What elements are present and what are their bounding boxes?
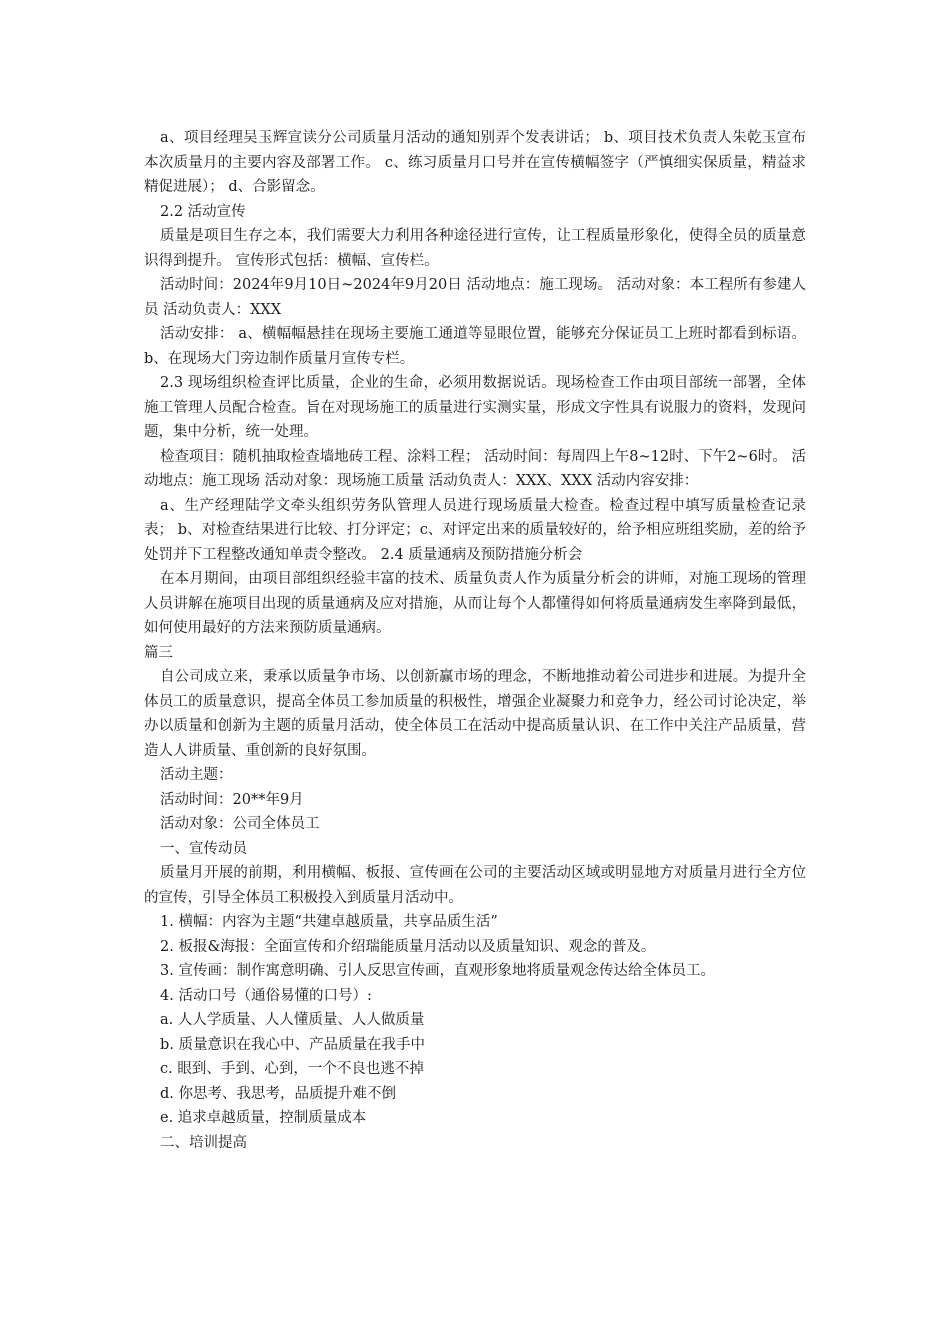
paragraph-publicity-time: 活动时间：2024年9月10日~2024年9月20日 活动地点：施工现场。 活动对象：本工程所有参建人员 活动负责人：XXX <box>144 277 806 318</box>
paragraph-activity-theme: 活动主题： <box>160 767 233 783</box>
slogan-item-c: c. 眼到、手到、心到，一个不良也逃不掉 <box>160 1061 424 1077</box>
paragraph-publicity-arrangement: 活动安排： a、横幅幅悬挂在现场主要施工通道等显眼位置，能够充分保证员工上班时都看到标语。b、在现场大门旁边制作质量月宣传专栏。 <box>144 326 806 367</box>
paragraph-company-intro: 自公司成立来，秉承以质量争市场、以创新赢市场的理念，不断地推动着公司进步和进展。为提升全体员工的质量意识，提高全体员工参加质量的积极性，增强企业凝聚力和竞争力，经公司讨论决定，举办以质量和创新为主题的质量月活动，使全体员工在活动中提高质量认识、在工作中关注产品质量，营造人人讲质量、重创新的良好氛围。 <box>144 669 806 759</box>
paragraph-promotion-intro: 质量月开展的前期，利用横幅、板报、宣传画在公司的主要活动区域或明显地方对质量月进行全方位的宣传，引导全体员工积极投入到质量月活动中。 <box>144 865 806 906</box>
list-item-banner: 1. 横幅：内容为主题“共建卓越质量，共享品质生活” <box>160 914 498 930</box>
section-heading-training: 二、培训提高 <box>160 1134 247 1151</box>
slogan-item-e: e. 追求卓越质量，控制质量成本 <box>160 1110 367 1126</box>
slogan-item-d: d. 你思考、我思考，品质提升难不倒 <box>160 1085 396 1102</box>
list-item-slogan-heading: 4. 活动口号（通俗易懂的口号）: <box>160 987 372 1004</box>
list-item-board-poster: 2. 板报&海报：全面宣传和介绍瑞能质量月活动以及质量知识、观念的普及。 <box>160 938 656 955</box>
chapter-heading-part-three: 篇三 <box>144 644 173 661</box>
paragraph-analysis-meeting: 在本月期间，由项目部组织经验丰富的技术、质量负责人作为质量分析会的讲师，对施工现场的管理人员讲解在施项目出现的质量通病及应对措施，从而让每个人都懂得如何将质量通病发生率降到最低，如何使用最好的方法来预防质量通病。 <box>144 571 806 636</box>
list-item-propaganda-painting: 3. 宣传画：制作寓意明确、引人反思宣传画，直观形象地将质量观念传达给全体员工。 <box>160 963 715 979</box>
section-heading-promotion: 一、宣传动员 <box>160 840 247 857</box>
paragraph-inspection-items: 检查项目：随机抽取检查墙地砖工程、涂料工程； 活动时间：每周四上午8~12时、下午2~6时。 活动地点：施工现场 活动对象：现场施工质量 活动负责人：XXX、XXX 活动内容安排： <box>144 448 806 489</box>
slogan-item-b: b. 质量意识在我心中、产品质量在我手中 <box>160 1036 425 1053</box>
document-body <box>144 126 806 1155</box>
paragraph-activity-steps: a、项目经理吴玉辉宣读分公司质量月活动的通知别弄个发表讲话； b、项目技术负责人朱乾玉宣布本次质量月的主要内容及部署工作。 c、练习质量月口号并在宣传横幅签字（严慎细实保质量，精益求精促进展）； d、合影留念。 <box>144 130 806 195</box>
paragraph-activity-time: 活动时间：20**年9月 <box>160 791 304 808</box>
paragraph-publicity: 质量是项目生存之本，我们需要大力利用各种途径进行宣传，让工程质量形象化，使得全员的质量意识得到提升。 宣传形式包括：横幅、宣传栏。 <box>144 228 806 269</box>
paragraph-activity-target: 活动对象：公司全体员工 <box>160 816 320 832</box>
section-heading-2-2: 2.2 活动宣传 <box>160 203 246 220</box>
paragraph-section-2-3: 2.3 现场组织检查评比质量，企业的生命，必须用数据说话。现场检查工作由项目部统一部署，全体施工管理人员配合检查。旨在对现场施工的质量进行实测实量，形成文字性具有说服力的资料，发现问题，集中分析，统一处理。 <box>144 375 806 440</box>
slogan-item-a: a. 人人学质量、人人懂质量、人人做质量 <box>160 1012 425 1028</box>
paragraph-inspection-steps: a、生产经理陆学文牵头组织劳务队管理人员进行现场质量大检查。检查过程中填写质量检查记录表； b、对检查结果进行比较、打分评定；c、对评定出来的质量较好的，给予相应班组奖励，差的给予处罚并下工程整改通知单责令整改。 2.4 质量通病及预防措施分析会 <box>144 497 806 563</box>
